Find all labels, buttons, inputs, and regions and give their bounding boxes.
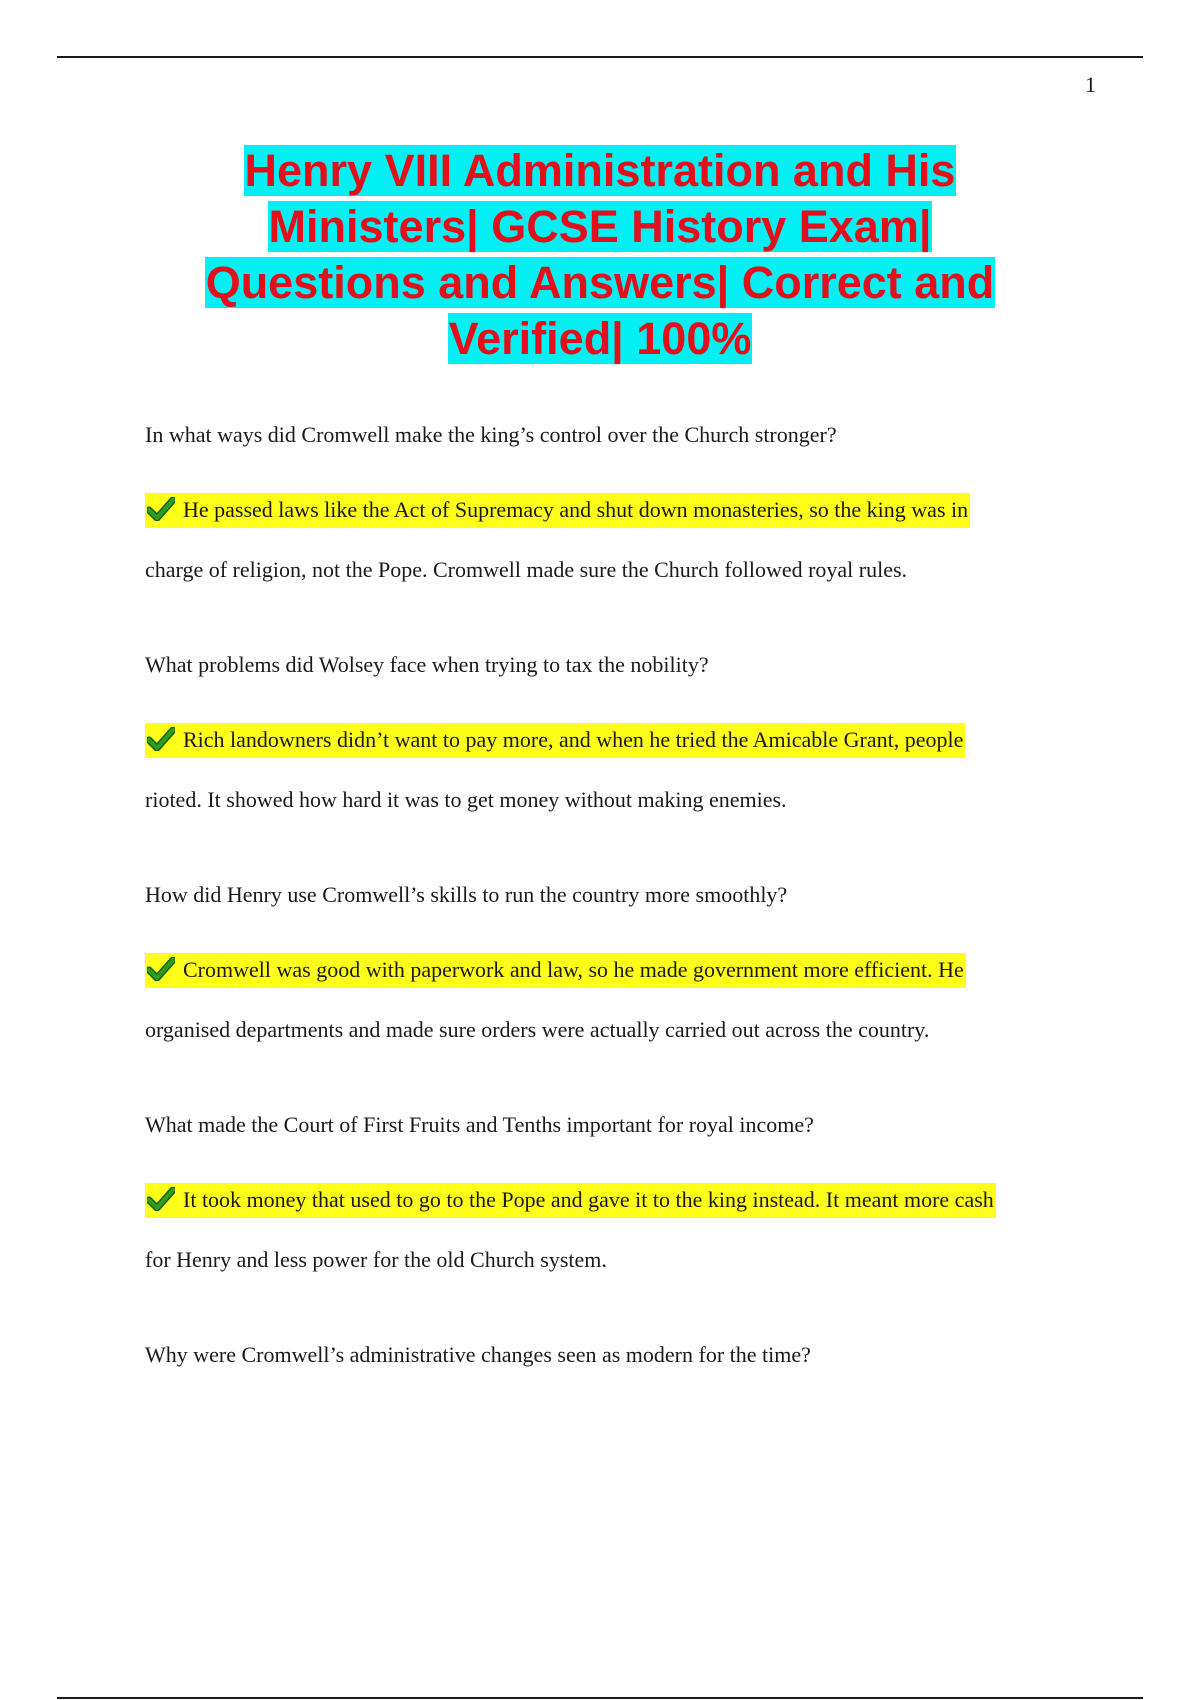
answer-highlight-text: Cromwell was good with paperwork and law, so he made government more efficient. He [183,957,964,982]
qa-item [145,650,1075,830]
page-number: 1 [1085,72,1096,97]
title-line: Questions and Answers| Correct and [205,257,995,308]
answer-continuation: organised departments and made sure orders were actually carried out across the country. [145,1017,930,1042]
answer-highlight-text: Rich landowners didn’t want to pay more, and when he tried the Amicable Grant, people [183,727,964,752]
question-text: How did Henry use Cromwell’s skills to run the country more smoothly? [145,882,788,907]
title-line: Henry VIII Administration and His [244,145,956,196]
qa-item [145,880,1075,1060]
answer-continuation: rioted. It showed how hard it was to get money without making enemies. [145,787,787,812]
answer-text [145,940,1075,1060]
question-text: In what ways did Cromwell make the king’s control over the Church stronger? [145,422,837,447]
title-line: Ministers| GCSE History Exam| [268,201,932,252]
check-icon [147,497,177,521]
answer-highlight-text: It took money that used to go to the Pope and gave it to the king instead. It meant more cash [183,1187,994,1212]
qa-item [145,1110,1075,1290]
answer-continuation: for Henry and less power for the old Church system. [145,1247,607,1272]
answer-text [145,480,1075,600]
document-title [150,143,1050,367]
top-rule [57,56,1143,58]
answer-highlight [145,953,966,988]
title-line: Verified| 100% [448,313,752,364]
answer-highlight [145,493,970,528]
question-text: Why were Cromwell’s administrative changes seen as modern for the time? [145,1342,811,1367]
check-icon [147,957,177,981]
question-text: What made the Court of First Fruits and Tenths important for royal income? [145,1112,814,1137]
answer-highlight-text: He passed laws like the Act of Supremacy and shut down monasteries, so the king was in [183,497,969,522]
answer-highlight [145,1183,996,1218]
check-icon [147,727,177,751]
question-text: What problems did Wolsey face when trying to tax the nobility? [145,652,709,677]
answer-text [145,1170,1075,1290]
qa-item [145,420,1075,600]
answer-continuation: charge of religion, not the Pope. Cromwell made sure the Church followed royal rules. [145,557,908,582]
qa-list [145,420,1075,1420]
bottom-rule [57,1697,1143,1699]
answer-highlight [145,723,965,758]
answer-text [145,710,1075,830]
qa-item [145,1340,1075,1370]
check-icon [147,1187,177,1211]
